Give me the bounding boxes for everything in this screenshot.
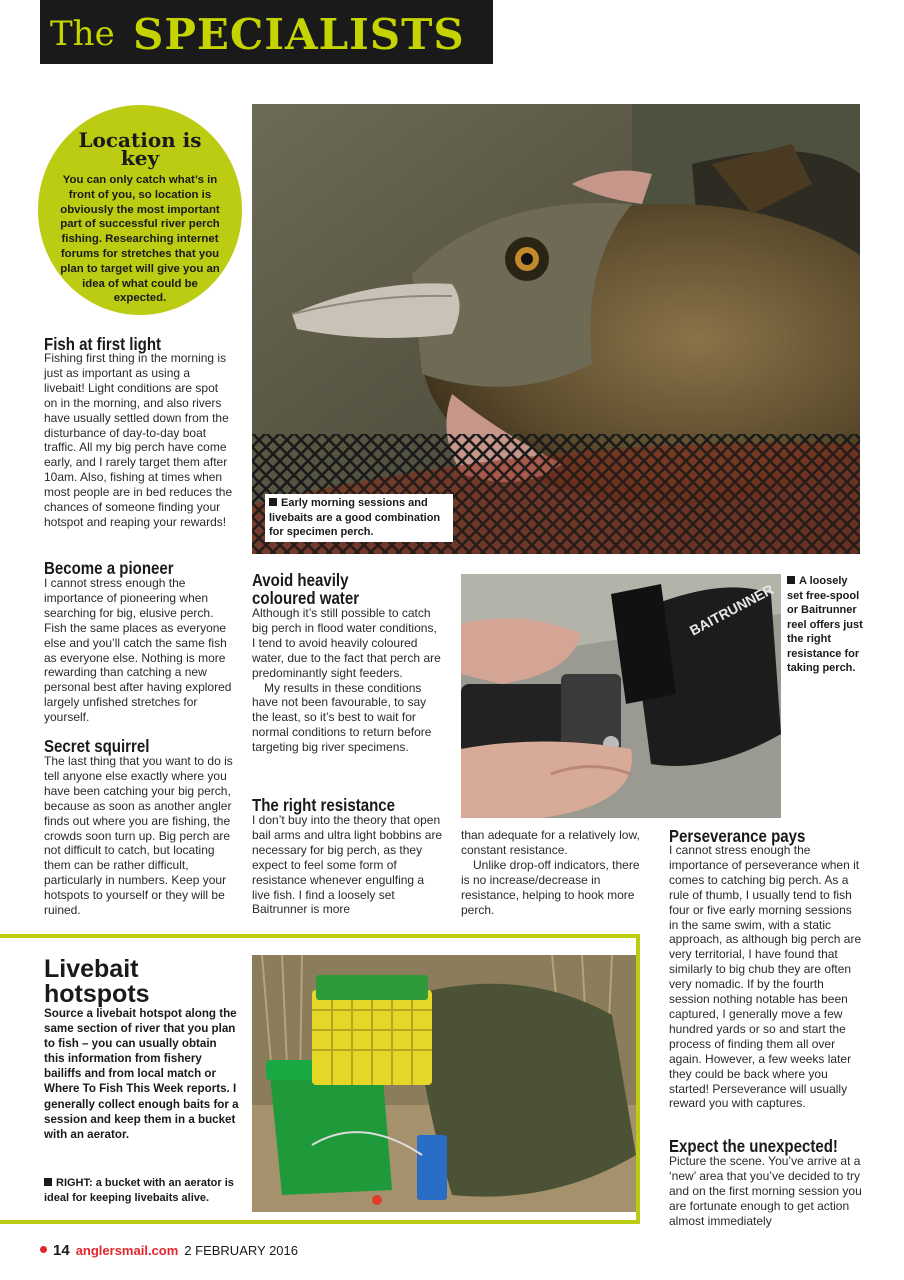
reel-photo [461,574,781,818]
body-fish-at-first-light: Fishing first thing in the morning is just as important as using a livebait! Light conditions are spot on in the morning, and also rivers have usually settled down from the disturbance of day-to-day boat traffic. All my big perch have come early, and I rarely target them after 10am. Also, fishing at times when most people are in bed reduces the chances of someone finding your hotspot and reaping your rewards! [44,351,233,529]
body-right-resistance-col2: than adequate for a relatively low, constant resistance. Unlike drop-off indicators, there is no increase/decrease in resistance, helping to hook more perch. [461,828,640,917]
caption-square-icon [269,498,277,506]
footer-dot-icon [40,1246,47,1253]
body-right-resistance-col1: I don’t buy into the theory that open bail arms and ultra light bobbins are necessary for big perch, as they expect to feel some form of resistance whenever engulfing a live fish. I find a loosely set Baitrunner is more [252,813,443,917]
location-title: Location is key [78,128,202,170]
body-become-a-pioneer: I cannot stress enough the importance of pioneering when searching for big, elusive perch. Fish the same places as everyone else and you’ll catch the same fish as everyone else. Nothing is more rewarding than catching a new personal best after having explored largely unfished stretches for yourself. [44,576,232,725]
masthead [40,0,493,64]
livebait-box-border-bottom [0,1220,640,1224]
heading-perseverance-pays: Perseverance pays [669,826,806,846]
bucket-photo-caption: RIGHT: a bucket with an aerator is ideal for keeping livebaits alive. [44,1177,234,1204]
caption-square-icon [787,576,795,584]
perch-photo [252,104,860,554]
body-avoid-coloured-water: Although it’s still possible to catch big perch in flood water conditions, I tend to avoid heavily coloured water, due to the fact that perch are predominantly sight feeders. My results in these conditions have not been favourable, to say the least, so it’s best to wait for normal conditions to return before targeting big river specimens. [252,606,441,755]
heading-avoid-coloured-water: Avoid heavily coloured water [252,570,360,608]
heading-fish-at-first-light: Fish at first light [44,334,162,354]
heading-secret-squirrel: Secret squirrel [44,736,150,756]
heading-expect-the-unexpected: Expect the unexpected! [669,1136,838,1156]
caption-square-icon [44,1178,52,1186]
masthead-title: SPECIALISTS [133,10,465,59]
page-footer [40,1242,298,1259]
bucket-photo [252,955,636,1212]
body-perseverance-pays: I cannot stress enough the importance of perseverance when it comes to catching big perch. As a rule of thumb, I usually tend to fish four or five early morning sessions in the same swim, with a static approach, as although big perch are very territorial, I have found that similarly to big chub they are often very nomadic. If by the fourth session nothing notable has been captured, I generally move a few hundred yards or so and start the process of finding them all over again. However, a few weeks later they could be back where you started! Perseverance will usually reward you with captures. [669,843,862,1111]
issue-date: 2 FEBRUARY 2016 [184,1243,298,1258]
location-body: You can only catch what’s in front of you, so location is obviously the most important part of successful river perch fishing. Researching internet forums for stretches that you plan to target will give you an idea of what could be expected. [60,174,220,305]
site-name: anglersmail.com [75,1243,179,1258]
reel-brand-label: BAITRUNNER [686,581,777,639]
livebait-box-border-right [636,934,640,1224]
perch-photo-caption: Early morning sessions and livebaits are a good combination for specimen perch. [265,494,453,542]
livebait-title: Livebait hotspots [44,955,150,1008]
heading-right-resistance: The right resistance [252,795,396,815]
masthead-the: The [50,14,115,54]
body-expect-the-unexpected: Picture the scene. You’ve arrive at a ‘new’ area that you’ve decided to try and on the first morning session you are fortunate enough to get action almost immediately [669,1154,862,1228]
page-number: 14 [53,1242,70,1259]
livebait-box-border-top [0,934,640,938]
livebait-body: Source a livebait hotspot along the same section of river that you plan to fish – you can usually obtain this information from fishery bailiffs and from local match or Where To Fish This Week reports. I generally collect enough baits for a session and keep them in a bucket with an aerator. [44,1007,239,1141]
body-secret-squirrel: The last thing that you want to do is tell anyone else exactly where you have been catching your big perch, because as soon as another angler finds out where you are fishing, the crowds soon turn up. Big perch are not difficult to catch, but locating them can be rather difficult, particularly in numbers. Keep your hotspots to yourself or they will be ruined. [44,754,233,918]
heading-become-a-pioneer: Become a pioneer [44,558,174,578]
reel-photo-caption: A loosely set free-spool or Baitrunner reel offers just the right resistance for taking perch. [787,575,863,674]
